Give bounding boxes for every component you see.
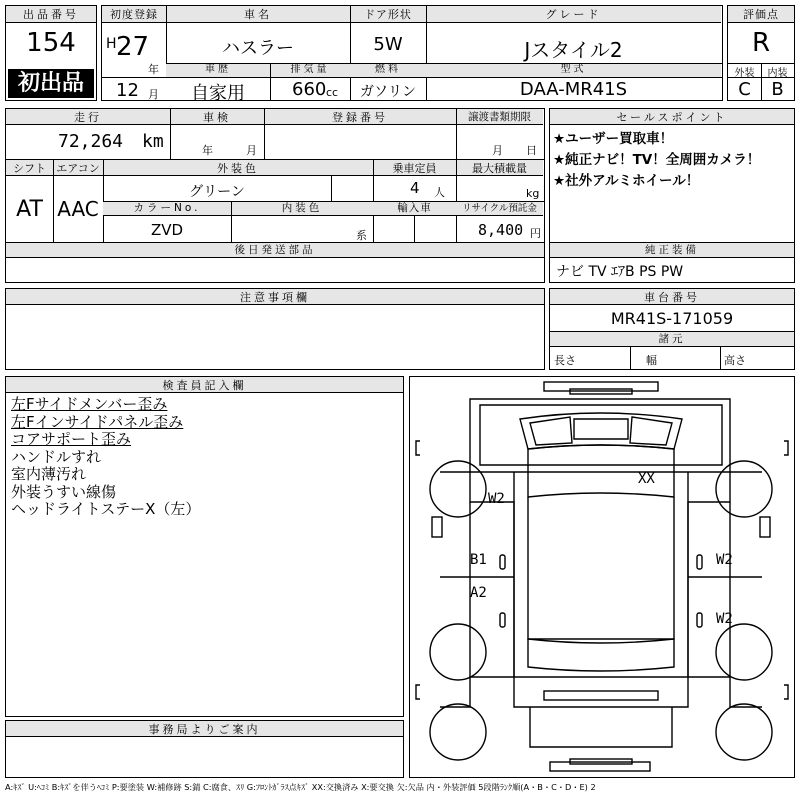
chassis-label: 車台番号 (550, 289, 794, 305)
lot-no-label: 出品番号 (6, 6, 96, 23)
caution-label: 注意事項欄 (6, 289, 544, 305)
exterior-color-label: 外装色 (103, 160, 373, 176)
sales-point: ★ユーザー買取車！ (553, 131, 674, 147)
color-no-label: カラーNo. (103, 202, 231, 216)
color-no: ZVD (150, 221, 184, 239)
capacity-unit: 人 (434, 186, 445, 199)
sales-points (553, 129, 760, 192)
spec-label: 諸元 (550, 332, 794, 347)
interior-color-label: 内装色 (231, 202, 373, 216)
transfer-month-unit: 月 (492, 144, 503, 157)
recycle-unit: 円 (530, 227, 541, 240)
inspector-note: ヘッドライトステーX（左） (11, 500, 201, 518)
score: R (751, 28, 771, 58)
equipment: ナビ TV ｴｱB PS PW (556, 264, 684, 280)
load-label: 最大積載量 (456, 160, 543, 176)
office-label: 事務局よりご案内 (6, 721, 403, 737)
inspector-note: 左Fインサイドパネル歪み (11, 412, 184, 431)
damage-mark-w2-right-lower: W2 (716, 611, 733, 627)
exterior-color: グリーン (189, 184, 245, 200)
exterior-score: C (738, 79, 751, 100)
legend: A:ｷｽﾞ U:ﾍｺﾐ B:ｷｽﾞを伴うﾍｺﾐ P:要塗装 W:補修跡 S:錆 C:腐食、ｽﾘ G:ﾌﾛﾝﾄｶﾞﾗｽ点ｷｽﾞ XX:交換済み X:要交換 欠:欠品 内・外装評価 5段階ﾗﾝｸ順(A・B・C・D・E) 2 (5, 782, 596, 792)
displacement: 660 (292, 79, 327, 100)
fuel-label: 燃料 (350, 64, 426, 77)
car-diagram-svg (410, 377, 793, 776)
transfer-day-unit: 日 (526, 144, 537, 157)
ac-label: エアコン (53, 160, 103, 176)
insp-month-unit: 月 (246, 144, 257, 157)
caution-box (5, 288, 545, 370)
door-label: ドア形状 (350, 6, 426, 23)
reg-year-unit: 年 (148, 63, 159, 76)
model-label: 型式 (426, 64, 721, 77)
car-name: ハスラー (222, 38, 294, 59)
capacity-label: 乗車定員 (373, 160, 456, 176)
lot-box (5, 5, 97, 101)
insp-year-unit: 年 (202, 144, 213, 157)
recycle-label: リサイクル預託金 (456, 202, 543, 216)
height-label: 高さ (724, 354, 746, 367)
inspector-note: 左Fサイドメンバー歪み (11, 395, 168, 413)
reg-year: 27 (116, 32, 150, 62)
transfer-label: 譲渡書類期限 (456, 109, 543, 125)
sales-point: ★社外アルミホイール！ (553, 173, 700, 189)
mileage: 72,264 (58, 131, 124, 152)
capacity: 4 (410, 179, 420, 197)
inspector-note: コアサポート歪み (11, 430, 132, 448)
mileage-label: 走行 (6, 109, 170, 125)
width-label: 幅 (646, 354, 657, 367)
reg-month-unit: 月 (148, 88, 159, 101)
door-type: 5W (373, 34, 403, 55)
history: 自家用 (191, 83, 245, 104)
chassis-box (549, 288, 795, 370)
inspector-note: 外装うすい線傷 (11, 482, 117, 501)
score-box (727, 5, 795, 101)
damage-mark-b1: B1 (470, 552, 487, 568)
first-listing-badge: 初出品 (8, 69, 94, 98)
damage-mark-w2-left: W2 (488, 491, 505, 507)
car-name-label: 車名 (166, 6, 350, 23)
shift: AT (16, 197, 43, 222)
interior-score: B (771, 79, 784, 100)
load-unit: kg (526, 187, 540, 200)
mileage-unit: km (142, 131, 164, 152)
damage-diagram (409, 376, 795, 778)
displacement-unit: cc (326, 86, 339, 99)
reg-no-label: 登録番号 (264, 109, 456, 125)
history-label: 車歴 (166, 64, 270, 77)
inspector-notes (11, 396, 200, 519)
inspector-box (5, 376, 404, 717)
first-reg-label: 初度登録 (102, 6, 166, 23)
interior-score-label: 内装 (767, 68, 788, 79)
equipment-label: 純正装備 (550, 243, 794, 258)
damage-mark-w2-right-upper: W2 (716, 552, 733, 568)
chassis-number: MR41S-171059 (610, 309, 734, 328)
interior-color-unit: 系 (356, 229, 367, 242)
later-parts-label: 後日発送部品 (6, 243, 544, 258)
displacement-label: 排気量 (270, 64, 350, 77)
reg-month: 12 (116, 80, 139, 101)
ac: AAC (57, 197, 99, 221)
lot-no: 154 (26, 28, 76, 58)
inspector-note: 室内薄汚れ (11, 465, 87, 483)
fuel: ガソリン (360, 84, 416, 100)
length-label: 長さ (554, 354, 576, 367)
sales-point: ★純正ナビ！TV！全周囲カメラ！ (553, 152, 761, 168)
sales-box (549, 108, 795, 283)
damage-mark-xx: XX (638, 471, 655, 487)
exterior-score-label: 外装 (734, 68, 755, 79)
era: H (106, 36, 117, 52)
shift-label: シフト (6, 160, 53, 176)
import-label: 輸入車 (373, 202, 456, 216)
office-box (5, 720, 404, 778)
model: DAA-MR41S (519, 79, 628, 100)
sales-label: セールスポイント (550, 109, 794, 125)
inspector-note: ハンドルすれ (11, 447, 102, 466)
score-label: 評価点 (728, 6, 794, 23)
recycle-amount: 8,400 (478, 221, 524, 239)
grade: Jスタイル2 (524, 38, 623, 62)
inspector-label: 検査員記入欄 (6, 377, 403, 393)
vehicle-header (101, 5, 723, 104)
damage-mark-a2: A2 (470, 585, 487, 601)
grade-label: グレード (426, 6, 721, 23)
details-box (5, 108, 545, 283)
inspection-label: 車検 (170, 109, 264, 125)
